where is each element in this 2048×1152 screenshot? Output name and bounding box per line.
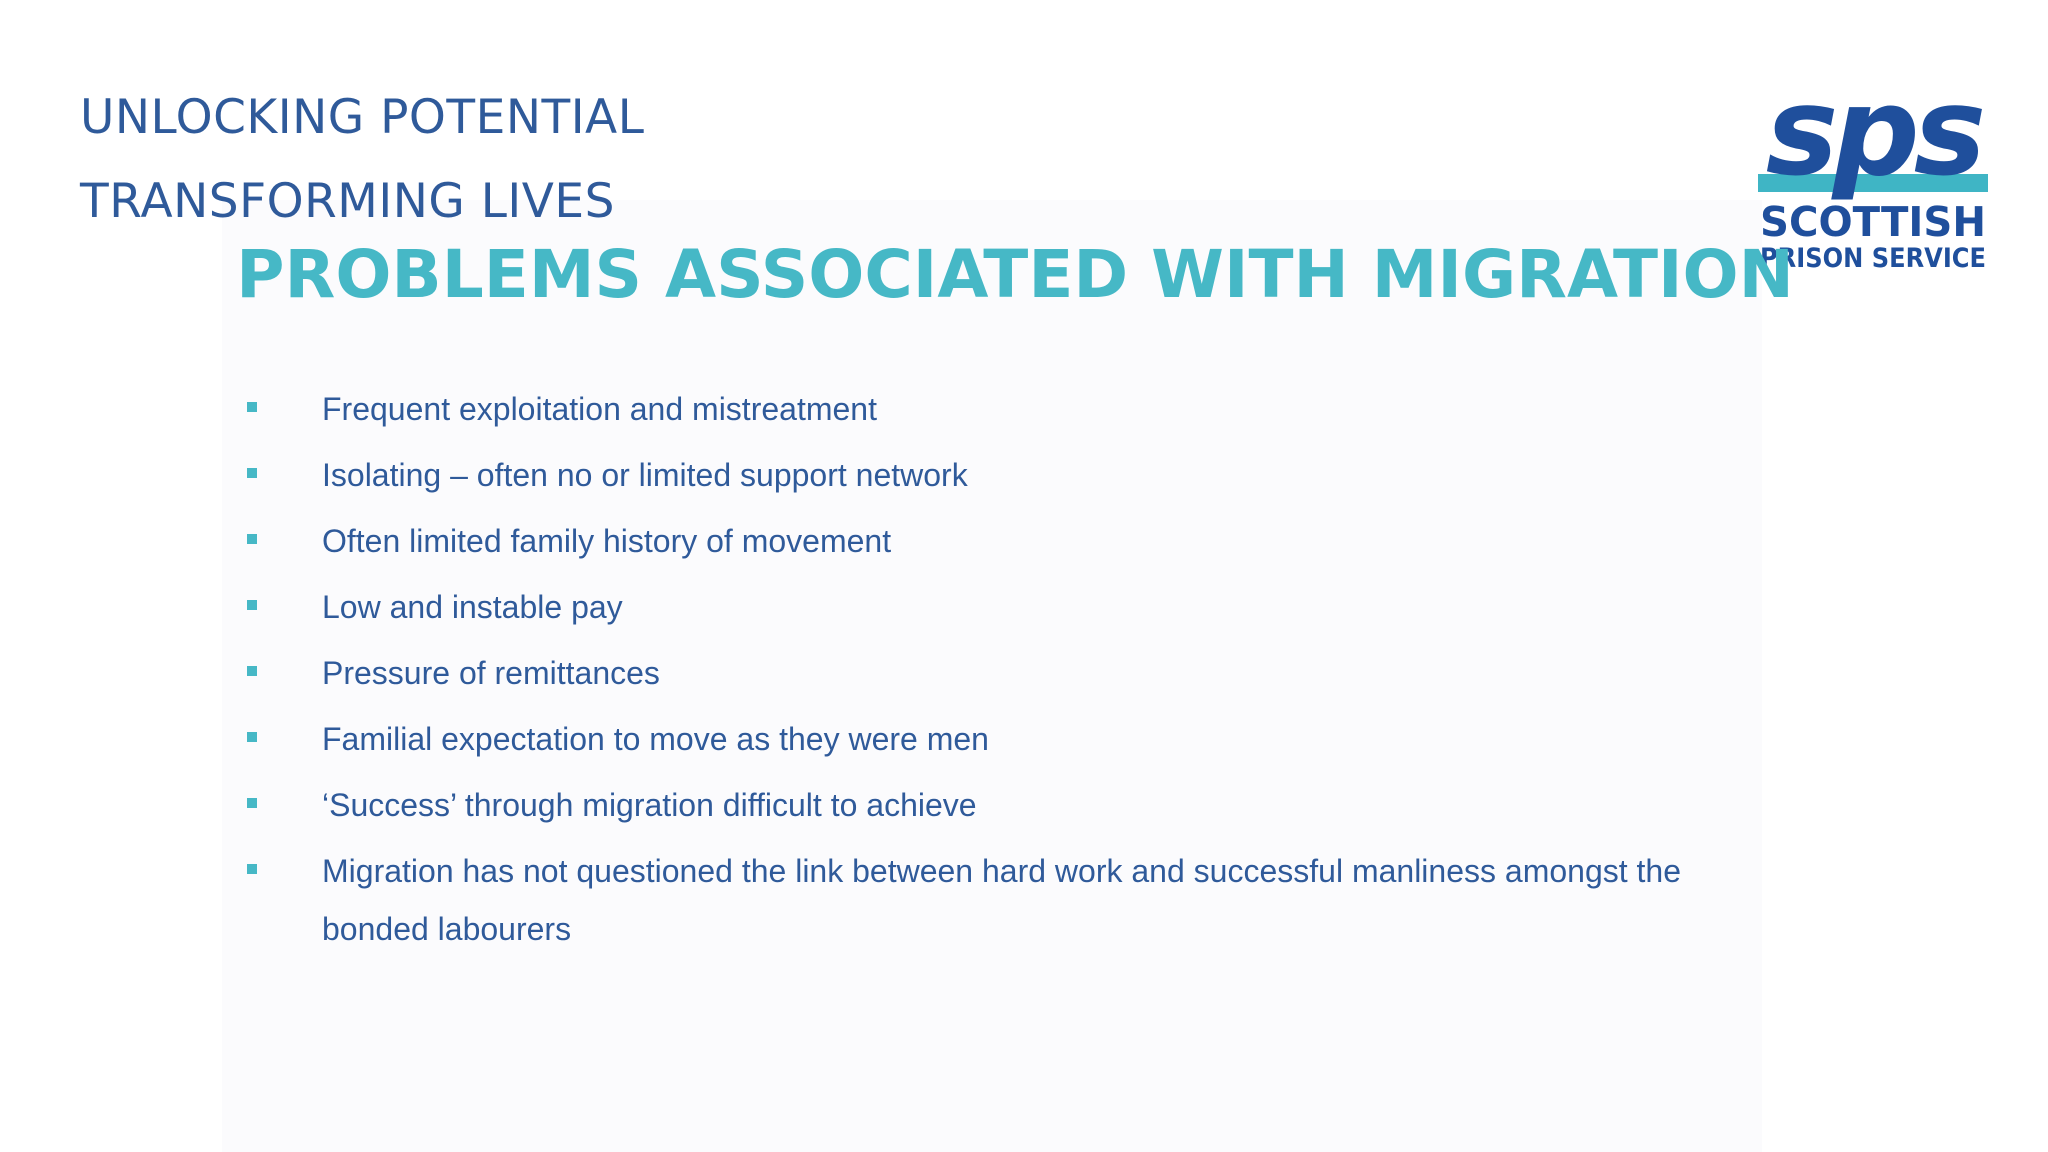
- bullet-text: Pressure of remittances: [322, 655, 660, 691]
- bullet-item: [246, 842, 1766, 958]
- square-bullet-icon: [247, 798, 257, 808]
- tagline-line-2: TRANSFORMING LIVES: [80, 174, 615, 229]
- bullet-item: [246, 512, 1766, 570]
- square-bullet-icon: [247, 864, 257, 874]
- bullet-text: ‘Success’ through migration difficult to achieve: [322, 787, 977, 823]
- bullet-item: [246, 710, 1766, 768]
- bullet-item: [246, 644, 1766, 702]
- bullet-item: [246, 380, 1766, 438]
- square-bullet-icon: [247, 600, 257, 610]
- bullet-text: Low and instable pay: [322, 589, 623, 625]
- bullet-item: [246, 776, 1766, 834]
- bullet-text: Often limited family history of movement: [322, 523, 892, 559]
- slide-title: PROBLEMS ASSOCIATED WITH MIGRATION: [236, 236, 1794, 313]
- bullet-text: Migration has not questioned the link between hard work and successful manliness amongst the bonded labourers: [322, 853, 1681, 947]
- logo-line-2: PRISON SERVICE: [1760, 243, 1986, 270]
- bullet-text: Isolating – often no or limited support network: [322, 457, 968, 493]
- logo-line-1: SCOTTISH: [1760, 198, 1986, 246]
- tagline-line-1: UNLOCKING POTENTIAL: [80, 90, 645, 145]
- square-bullet-icon: [247, 402, 257, 412]
- bullet-list: [246, 380, 1766, 966]
- bullet-text: Familial expectation to move as they were men: [322, 721, 989, 757]
- logo-mark: sps: [1765, 80, 1981, 203]
- bullet-item: [246, 446, 1766, 504]
- square-bullet-icon: [247, 468, 257, 478]
- bullet-text: Frequent exploitation and mistreatment: [322, 391, 877, 427]
- square-bullet-icon: [247, 534, 257, 544]
- bullet-item: [246, 578, 1766, 636]
- square-bullet-icon: [247, 732, 257, 742]
- tagline: [80, 76, 644, 244]
- square-bullet-icon: [247, 666, 257, 676]
